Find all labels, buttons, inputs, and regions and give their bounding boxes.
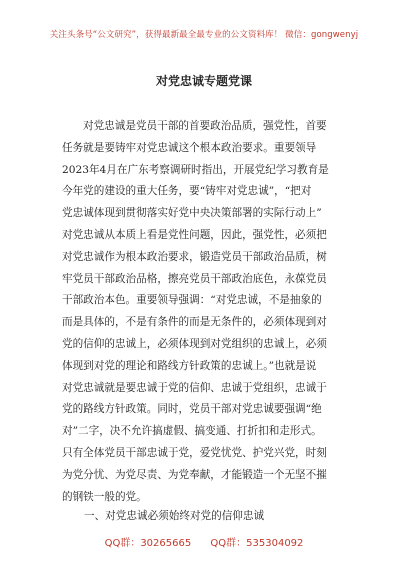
- paragraph-line: 而是具体的，不是有条件的而是无条件的，必须体现到对: [62, 316, 327, 329]
- footer: [0, 534, 408, 549]
- paragraph-line: 任务就是要铸牢对党忠诚这个根本政治要求。重要领导: [62, 141, 317, 154]
- section-heading: 一、对党忠诚必须始终对党的信仰忠诚: [84, 510, 265, 522]
- paragraph-line: 只有全体党员干部忠诚于党，爱党忧党、护党兴党，时刻: [62, 446, 327, 459]
- paragraph-line: 党的路线方针政策。同时，党员干部对党忠诚要强调“绝: [62, 403, 322, 416]
- footer-qq-group-2: QQ群：535304092: [210, 538, 304, 549]
- paragraph-line: 2023年4月在广东考察调研时指出，开展党纪学习教育是: [62, 163, 329, 176]
- paragraph-line: 对党忠诚作为根本政治要求，锻造党员干部政治品质，树: [62, 250, 327, 263]
- paragraph-line: 为党分忧、为党尽责、为党奉献，才能锻造一个无坚不摧: [62, 468, 327, 481]
- document-title: 对党忠诚专题党课: [155, 74, 252, 88]
- top-banner: 关注头条号“公文研究”，获得最新最全最专业的公文资料库！ 微信：gongwenyj: [49, 30, 359, 40]
- paragraph-line: 对党忠诚从本质上看是党性问题，因此，强党性，必须把: [62, 228, 327, 241]
- paragraph-line: 体现到对党的理论和路线方针政策的忠诚上。”也就是说: [62, 359, 317, 372]
- paragraph-line: 对党忠诚就是要忠诚于党的信仰、忠诚于党组织，忠诚于: [62, 381, 327, 394]
- paragraph-line: 对党忠诚是党员干部的首要政治品质，强党性，首要: [83, 120, 327, 132]
- footer-qq-group-1: QQ群：30265665: [104, 538, 192, 549]
- paragraph-line: 党忠诚体现到贯彻落实好党中央决策部署的实际行动上”: [62, 207, 322, 220]
- paragraph-line: 对”二字，决不允许搞虚假、搞变通、打折扣和走形式。: [62, 425, 322, 438]
- paragraph-line: 牢党员干部政治品格，擦亮党员干部政治底色，永葆党员: [62, 272, 327, 285]
- paragraph-line: 的钢铁一般的党。: [62, 490, 147, 503]
- paragraph-line: 干部政治本色。重要领导强调：“对党忠诚，不是抽象的: [62, 294, 322, 307]
- paragraph-line: 今年党的建设的重大任务，要“铸牢对党忠诚”，“把对: [62, 185, 312, 198]
- document-body: [62, 116, 354, 508]
- paragraph-line: 党的信仰的忠诚上，必须体现到对党组织的忠诚上，必须: [62, 337, 327, 350]
